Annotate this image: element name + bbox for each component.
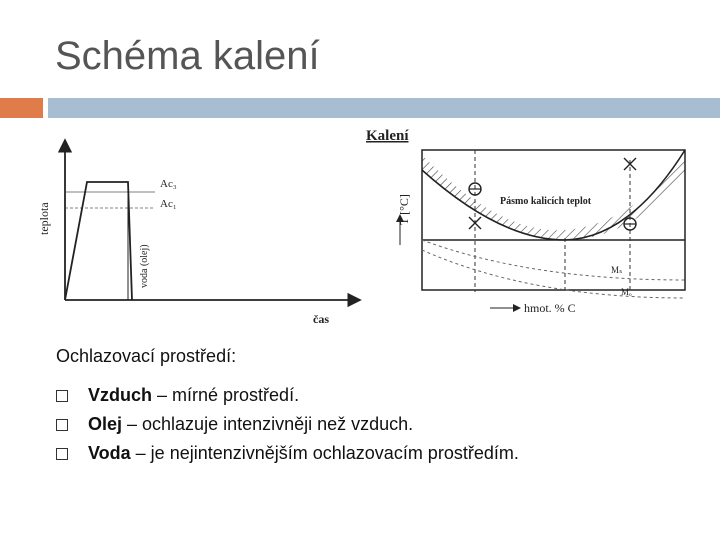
left-ylabel: teplota <box>37 202 51 235</box>
figure-heading: Kalení <box>366 128 409 144</box>
list-item-text: – ochlazuje intenzivněji než vzduch. <box>127 414 414 434</box>
left-xlabel: čas <box>313 312 329 326</box>
quenching-figure <box>30 120 700 330</box>
slide-title: Schéma kalení <box>55 34 320 78</box>
line-label-ac1: Ac₁ <box>160 198 177 210</box>
cooling-media-section <box>56 346 519 468</box>
curve-label-ms: Mₛ <box>611 265 623 275</box>
checkbox-bullet-icon <box>56 419 68 431</box>
list-item-term: Olej <box>88 414 123 434</box>
list-item-text: – mírné prostředí. <box>157 385 300 405</box>
left-diagram <box>37 140 360 326</box>
curve-label-mf: Mₒ <box>621 287 632 297</box>
right-xlabel: hmot. % C <box>524 301 576 315</box>
right-ylabel: T [°C] <box>397 194 411 225</box>
list-item <box>56 410 519 439</box>
section-intro: Ochlazovací prostředí: <box>56 346 237 366</box>
list-item <box>56 439 519 468</box>
line-label-ac3: Ac₃ <box>160 178 177 190</box>
right-diagram <box>397 150 685 315</box>
band-label: Pásmo kalicích teplot <box>500 196 592 207</box>
list-item <box>56 381 519 410</box>
checkbox-bullet-icon <box>56 390 68 402</box>
vertical-label-water-oil: voda (olej) <box>139 244 150 288</box>
accent-bar-orange <box>0 98 43 118</box>
list-item-term: Vzduch <box>88 385 153 405</box>
list-item-text: – je nejintenzivnějším ochlazovacím prostředím. <box>135 443 519 463</box>
list-item-term: Voda <box>88 443 131 463</box>
checkbox-bullet-icon <box>56 448 68 460</box>
accent-bar-blue <box>48 98 720 118</box>
